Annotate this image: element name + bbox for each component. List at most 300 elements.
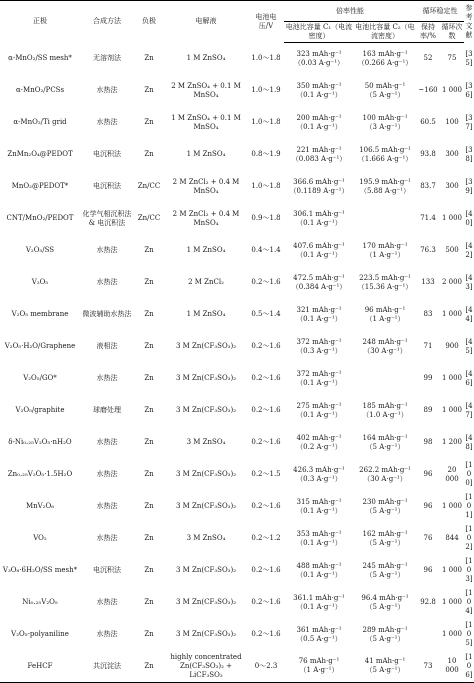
cell-capacity-c1 [284, 139, 354, 171]
cell-voltage: 1.0～1.8 [251, 182, 281, 190]
cell-anode: Zn [134, 651, 164, 683]
capacity-value: 353 mAh·g⁻¹ [296, 529, 342, 538]
cell-cathode: α-MnO₂/SS mesh* [8, 54, 72, 62]
header-retention: 保持率/% [416, 22, 440, 43]
current-density: （0.3 A·g⁻¹） [296, 474, 342, 483]
cell-voltage: 0.8～1.9 [251, 150, 281, 158]
cell-capacity-c2 [354, 555, 416, 587]
cell-electrolyte: 3 M Zn(CF₃SO₃)₂ [175, 598, 237, 606]
capacity-value: 472.5 mAh·g⁻¹ [293, 273, 345, 282]
table-row [0, 491, 474, 523]
cell-capacity-c2 [354, 267, 416, 299]
cell-anode: Zn [144, 502, 154, 510]
cell-voltage: 0.2～1.5 [251, 470, 281, 478]
table-row [0, 555, 474, 587]
table-header [0, 1, 474, 43]
cell-method: 水热法 [96, 246, 118, 254]
cell-method: 水热法 [96, 470, 118, 478]
header-cap2: 电池比容量 C₂（电流密度） [354, 22, 416, 43]
current-density: （0.1 A·g⁻¹） [296, 506, 342, 515]
cell-capacity-c2 [354, 491, 416, 523]
cell-anode: Zn [144, 630, 154, 638]
cell-ref: [38] [465, 145, 473, 163]
cell-method: 电沉积法 [93, 150, 121, 158]
cell-retention: 96 [423, 470, 433, 478]
cell-cathode: MnV₂O₆ [25, 502, 55, 510]
cell-method: 电沉积法 [93, 566, 121, 574]
cell-capacity-c1 [284, 459, 354, 491]
cell-voltage: 0.2～1.6 [251, 630, 281, 638]
cell-voltage: 0.9～1.8 [251, 214, 281, 222]
cell-cathode: ZnMn₂O₄@PEDOT [7, 150, 73, 158]
cell-electrolyte: 3 M Zn(CF₃SO₃)₂ [175, 566, 237, 574]
current-density: （1.0 A·g⁻¹） [362, 410, 408, 419]
current-density: （5 A·g⁻¹） [365, 442, 405, 451]
cell-electrolyte: 1 M ZnSO₄ [186, 150, 226, 158]
cell-ref: [102] [465, 525, 473, 551]
table-row [0, 523, 474, 555]
cell-ref: [48] [465, 433, 473, 451]
cell-method: 球磨处理 [93, 406, 121, 414]
current-density: （0.1 A·g⁻¹） [296, 378, 342, 387]
cell-cathode: V₂O₅/SS [25, 246, 55, 254]
cell-cycles: 844 [445, 534, 459, 542]
cell-retention: 92.8 [420, 598, 436, 606]
table-row [0, 619, 474, 651]
cell-cathode: α-MnO₂/Ti grid [13, 118, 67, 126]
capacity-value: 262.2 mAh·g⁻¹ [359, 465, 411, 474]
table-row [0, 299, 474, 331]
current-density: （5 A·g⁻¹） [365, 570, 405, 579]
cell-retention: 96 [423, 566, 433, 574]
cell-cycles: 2 000 [441, 278, 463, 286]
cell-voltage: 0.2～1.6 [251, 406, 281, 414]
current-density: （0.1 A·g⁻¹） [296, 410, 342, 419]
current-density: （0.266 A·g⁻¹） [357, 58, 413, 67]
cell-method: 液相法 [96, 342, 118, 350]
cell-method: 微波辅助水热法 [82, 310, 132, 318]
capacity-value: 245 mAh·g⁻¹ [362, 561, 408, 570]
cell-electrolyte: 3 M Zn(CF₃SO₃)₂ [175, 342, 237, 350]
table-row [0, 171, 474, 203]
capacity-value: 366.6 mAh·g⁻¹ [293, 177, 345, 186]
table-row [0, 43, 474, 75]
cell-capacity-c2 [354, 619, 416, 651]
current-density: （1 A·g⁻¹） [365, 314, 405, 323]
cell-cathode: V₂O₅-polyaniline [11, 630, 69, 638]
current-density: （0.5 A·g⁻¹） [296, 634, 342, 643]
table-row [0, 395, 474, 427]
cell-anode: Zn [144, 54, 154, 62]
current-density: （5 A·g⁻¹） [365, 634, 405, 643]
cell-electrolyte: 3 M Zn(CF₃SO₃)₂ [175, 470, 237, 478]
cell-cathode: VO₂ [33, 534, 47, 542]
cell-cycles: 900 [445, 342, 459, 350]
cell-electrolyte: 3 M ZnSO₄ [186, 438, 226, 446]
cell-capacity-c2 [354, 523, 416, 555]
capacity-value: 426.3 mAh·g⁻¹ [293, 465, 345, 474]
capacity-value: 170 mAh·g⁻¹ [362, 241, 408, 250]
cell-anode: Zn [144, 246, 154, 254]
header-voltage: 电池电压/V [248, 1, 284, 43]
table-row [0, 331, 474, 363]
capacity-value: 275 mAh·g⁻¹ [296, 401, 342, 410]
table-row [0, 139, 474, 171]
cell-cycles: 1 000 [441, 630, 463, 638]
cell-retention: 83.7 [420, 182, 436, 190]
cell-capacity-c2 [354, 587, 416, 619]
cell-voltage: 0.2～1.6 [251, 342, 281, 350]
cell-retention: 60.5 [420, 118, 436, 126]
cell-ref: [45] [465, 337, 473, 355]
cell-voltage: 1.0～1.8 [251, 54, 281, 62]
cell-capacity-c2 [354, 171, 416, 203]
cell-capacity-c1 [284, 203, 354, 235]
capacity-value: 96 mAh·g⁻¹ [364, 305, 406, 314]
current-density: （0.083 A·g⁻¹） [291, 154, 347, 163]
cell-cycles: 1 200 [441, 438, 463, 446]
capacity-value: 162 mAh·g⁻¹ [362, 529, 408, 538]
capacity-value: 315 mAh·g⁻¹ [296, 497, 342, 506]
current-density: （5 A·g⁻¹） [365, 666, 405, 675]
cell-capacity-c2 [354, 299, 416, 331]
current-density: （0.1189 A·g⁻¹） [289, 186, 349, 195]
cell-cathode: α-MnO₂/PCSs [15, 86, 65, 94]
cell-anode: Zn [144, 374, 154, 382]
cell-voltage: 1.0～1.8 [251, 118, 281, 126]
cell-method: 无溶剂法 [93, 54, 121, 62]
cell-cycles: 75 [447, 54, 457, 63]
capacity-value: 163 mAh·g⁻¹ [362, 49, 408, 58]
cell-cathode: V₂O₅/graphite [15, 406, 65, 414]
current-density: （1.666 A·g⁻¹） [357, 154, 413, 163]
cell-capacity-c1 [284, 235, 354, 267]
cell-voltage: 0.2～1.2 [251, 534, 281, 542]
capacity-value: 289 mAh·g⁻¹ [362, 625, 408, 634]
capacity-value: 350 mAh·g⁻¹ [296, 81, 342, 90]
cell-anode: Zn [144, 534, 154, 542]
current-density: （0.2 A·g⁻¹） [296, 442, 342, 451]
cell-capacity-c2 [354, 75, 416, 107]
current-density: （5.88 A·g⁻¹） [359, 186, 411, 195]
cell-capacity-c2 [354, 107, 416, 139]
table-body [0, 43, 474, 683]
cell-voltage: 0～2.3 [248, 651, 284, 683]
cell-anode: Zn [144, 150, 154, 158]
header-anode: 负极 [134, 1, 164, 43]
cell-capacity-c2 [354, 139, 416, 171]
cell-ref: [42] [465, 241, 473, 259]
table-row [0, 363, 474, 395]
cell-retention: 71.4 [420, 214, 436, 222]
capacity-value: 195.9 mAh·g⁻¹ [359, 177, 411, 186]
current-density: （0.1 A·g⁻¹） [296, 602, 342, 611]
cell-cycles: 1 000 [441, 406, 463, 414]
cell-electrolyte: 3 M Zn(CF₃SO₃)₂ [175, 406, 237, 414]
table-row [0, 267, 474, 299]
cell-electrolyte: 2 M ZnCl₂ [188, 278, 224, 286]
cell-electrolyte: 3 M Zn(CF₃SO₃)₂ [175, 630, 237, 638]
capacity-value: 321 mAh·g⁻¹ [296, 305, 342, 314]
cell-capacity-c2 [354, 459, 416, 491]
current-density: （0.1 A·g⁻¹） [296, 538, 342, 547]
cell-anode: Zn [144, 278, 154, 286]
cell-cycles: 1 000 [441, 86, 463, 94]
cell-ref: [37] [465, 113, 473, 131]
cell-retention: 73 [416, 651, 440, 683]
cell-cycles: 10 000 [440, 651, 464, 683]
cell-cycles: 1 000 [441, 502, 463, 510]
cell-cycles: 1 000 [441, 214, 463, 222]
table-row [0, 107, 474, 139]
header-rate-group: 倍率性能 [284, 1, 416, 22]
header-cap1: 电池比容量 C₁（电流密度） [284, 22, 354, 43]
cell-anode: Zn [144, 118, 154, 126]
current-density: （5 A·g⁻¹） [365, 538, 405, 547]
cell-voltage: 0.2～1.6 [251, 374, 281, 382]
cell-ref: [43] [465, 273, 473, 291]
cell-electrolyte: 3 M Zn(CF₃SO₃)₂ [175, 374, 237, 382]
cell-capacity-c2 [354, 235, 416, 267]
cell-voltage: 1.0～1.9 [251, 86, 281, 94]
cell-electrolyte: 2 M ZnCl₂ + 0.4 M MnSO₄ [172, 177, 240, 195]
current-density: （0.1 A·g⁻¹） [296, 570, 342, 579]
cell-cycles: 300 [445, 182, 459, 190]
table-row [0, 587, 474, 619]
capacity-value: 100 mAh·g⁻¹ [362, 113, 408, 122]
cell-voltage: 0.2～1.6 [251, 438, 281, 446]
cell-cycles: 20 000 [445, 465, 459, 483]
cell-ref: [105] [465, 621, 473, 647]
cell-retention [416, 619, 440, 651]
current-density: （1 A·g⁻¹） [365, 250, 405, 259]
capacity-value: 221 mAh·g⁻¹ [296, 145, 342, 154]
cell-capacity-c1 [284, 651, 354, 683]
capacity-value: 306.1 mAh·g⁻¹ [293, 209, 345, 218]
capacity-value: 361.1 mAh·g⁻¹ [293, 593, 345, 602]
cell-capacity-c1 [284, 267, 354, 299]
cell-ref: [35] [465, 49, 473, 67]
capacity-value: 41 mAh·g⁻¹ [364, 657, 406, 666]
cell-ref: [103] [465, 557, 473, 583]
capacity-value: 372 mAh·g⁻¹ [296, 337, 342, 346]
cell-capacity-c1 [284, 523, 354, 555]
cell-cathode: FeHCF [0, 651, 80, 683]
cell-method: 水热法 [96, 534, 118, 542]
cell-anode: Zn [144, 310, 154, 318]
cell-retention: 99 [423, 374, 433, 382]
capacity-value: 200 mAh·g⁻¹ [296, 113, 342, 122]
cell-method: 水热法 [96, 118, 118, 126]
cell-retention: 89 [423, 406, 433, 414]
capacity-value: 372 mAh·g⁻¹ [296, 369, 342, 378]
cell-cathode: V₂O₅·H₂O/Graphene [4, 342, 76, 350]
capacity-value: 248 mAh·g⁻¹ [362, 337, 408, 346]
cell-capacity-c1 [284, 427, 354, 459]
capacity-value: 361 mAh·g⁻¹ [296, 625, 342, 634]
cell-method: 水热法 [96, 278, 118, 286]
current-density: （30 A·g⁻¹） [363, 474, 407, 483]
cell-retention: 52 [423, 54, 433, 63]
current-density: （0.1 A·g⁻¹） [296, 122, 342, 131]
cell-method: 水热法 [96, 598, 118, 606]
cell-capacity-c1 [284, 171, 354, 203]
header-cycles: 循环次数 [440, 22, 464, 43]
header-cycle-group: 循环稳定性 [416, 1, 464, 22]
cell-electrolyte: 3 M Zn(CF₃SO₃)₂ [175, 502, 237, 510]
cell-anode: Zn [144, 86, 154, 94]
cell-cycles: 100 [445, 118, 459, 126]
table-row [0, 651, 474, 683]
cell-cathode: CNT/MnO₂/PEDOT [6, 214, 74, 222]
cell-capacity-c1 [284, 331, 354, 363]
current-density: （15.36 A·g⁻¹） [357, 282, 413, 291]
cell-retention: 98 [423, 438, 433, 446]
cell-retention: 93.8 [420, 150, 436, 158]
cell-capacity-c1 [284, 555, 354, 587]
capacity-value: 106.5 mAh·g⁻¹ [359, 145, 411, 154]
capacity-value: 164 mAh·g⁻¹ [362, 433, 408, 442]
cell-method: 共沉淀法 [80, 651, 134, 683]
cell-capacity-c2 [354, 651, 416, 683]
cell-ref: [47] [465, 401, 473, 419]
cell-method: 水热法 [96, 502, 118, 510]
capacity-value: 96.4 mAh·g⁻¹ [361, 593, 409, 602]
cell-capacity-c1 [284, 75, 354, 107]
cell-capacity-c2 [354, 331, 416, 363]
cell-voltage: 0.2～1.6 [251, 502, 281, 510]
cell-cathode: V₂O₅ membrane [11, 310, 69, 318]
cell-voltage: 0.2～1.6 [251, 278, 281, 286]
cell-ref: [39] [465, 177, 473, 195]
current-density: （0.03 A·g⁻¹） [293, 58, 345, 67]
table-row [0, 427, 474, 459]
current-density: （5 A·g⁻¹） [365, 506, 405, 515]
table-row [0, 459, 474, 491]
cell-electrolyte: 1 M ZnSO₄ + 0.1 M MnSO₄ [171, 113, 241, 131]
cell-electrolyte: 3 M ZnSO₄ [186, 534, 226, 542]
current-density: （5 A·g⁻¹） [365, 90, 405, 99]
cell-electrolyte: 2 M ZnCl₂ + 0.4 M MnSO₄ [172, 209, 240, 227]
cell-retention: 76 [423, 534, 433, 542]
cell-ref: [104] [465, 589, 473, 615]
cell-cathode: V₃O₈·6H₂O/SS mesh* [2, 566, 78, 574]
cell-electrolyte: 1 M ZnSO₄ [186, 246, 226, 254]
cell-electrolyte: 1 M ZnSO₄ [186, 54, 226, 62]
cell-ref: [44] [465, 305, 473, 323]
cell-capacity-c1 [284, 299, 354, 331]
cell-anode: Zn [144, 566, 154, 574]
cell-cycles: 1 000 [441, 310, 463, 318]
cell-cycles: 1 000 [441, 566, 463, 574]
cell-method: 电沉积法 [93, 182, 121, 190]
cell-cathode: MnO₂@PEDOT* [11, 182, 69, 190]
cell-capacity-c1 [284, 587, 354, 619]
cell-electrolyte: highly concentrated Zn(CF₃SO₃)₂ + LiCF₃SO₃ [164, 651, 248, 683]
current-density: （0.1 A·g⁻¹） [296, 250, 342, 259]
cell-cathode: δ-Ni₀.₂₅V₂O₅·nH₂O [8, 438, 72, 446]
header-ref: 参考文献 [464, 1, 474, 43]
capacity-value: 323 mAh·g⁻¹ [296, 49, 342, 58]
cell-capacity-c2 [354, 395, 416, 427]
cell-capacity-c2 [354, 203, 416, 235]
cell-capacity-c1 [284, 43, 354, 75]
current-density: （1 A·g⁻¹） [299, 666, 339, 675]
cell-capacity-c2 [354, 427, 416, 459]
cell-cathode: V₂O₅ [31, 278, 49, 286]
capacity-value: 50 mAh·g⁻¹ [364, 81, 406, 90]
cell-method: 水热法 [96, 86, 118, 94]
cell-cycles: 300 [445, 150, 459, 158]
cell-ref: [46] [465, 369, 473, 387]
cell-capacity-c1 [284, 619, 354, 651]
cell-capacity-c1 [284, 491, 354, 523]
header-method: 合成方法 [80, 1, 134, 43]
capacity-value: 185 mAh·g⁻¹ [362, 401, 408, 410]
current-density: （0.1 A·g⁻¹） [296, 218, 342, 227]
cell-ref: [101] [465, 493, 473, 519]
cell-retention: 133 [421, 278, 435, 286]
header-electrolyte: 电解液 [164, 1, 248, 43]
cell-capacity-c1 [284, 395, 354, 427]
capacity-value: 76 mAh·g⁻¹ [298, 657, 340, 666]
cell-anode: Zn/CC [137, 214, 161, 222]
cell-ref: [40] [465, 209, 473, 227]
cell-ref: [106] [464, 651, 474, 683]
cell-retention: ~160 [418, 86, 438, 94]
cell-method: 水热法 [96, 374, 118, 382]
cell-cathode: Zn₀.₂₅V₂O₅·1.5H₂O [7, 470, 73, 478]
cell-anode: Zn [144, 342, 154, 350]
cell-method: 水热法 [96, 630, 118, 638]
cell-retention: 83 [423, 310, 433, 318]
cell-capacity-c2 [354, 363, 416, 395]
cell-retention: 71 [423, 342, 433, 350]
current-density: （0.1 A·g⁻¹） [296, 90, 342, 99]
capacity-value: 230 mAh·g⁻¹ [362, 497, 408, 506]
cell-electrolyte: 1 M ZnSO₄ [186, 310, 226, 318]
current-density: （0.1 A·g⁻¹） [296, 314, 342, 323]
current-density: （30 A·g⁻¹） [363, 346, 407, 355]
capacity-value: 407.6 mAh·g⁻¹ [293, 241, 345, 250]
current-density: （0.384 A·g⁻¹） [291, 282, 347, 291]
cell-cycles: 500 [445, 246, 459, 254]
table-row [0, 203, 474, 235]
capacity-value: 402 mAh·g⁻¹ [296, 433, 342, 442]
cell-retention: 96 [423, 502, 433, 510]
cell-cathode: V₂O₅/GO* [23, 374, 57, 382]
table-row [0, 235, 474, 267]
table-row [0, 75, 474, 107]
cell-capacity-c2 [354, 43, 416, 75]
cell-anode: Zn [144, 438, 154, 446]
current-density: （5 A·g⁻¹） [365, 602, 405, 611]
cell-capacity-c1 [284, 363, 354, 395]
cell-ref: [36] [465, 81, 473, 99]
cell-anode: Zn [144, 598, 154, 606]
capacity-value: 223.5 mAh·g⁻¹ [359, 273, 411, 282]
cell-method: 水热法 [96, 438, 118, 446]
cell-anode: Zn/CC [137, 182, 161, 190]
current-density: （0.3 A·g⁻¹） [296, 346, 342, 355]
cell-electrolyte: 2 M ZnSO₄ + 0.1 M MnSO₄ [171, 81, 241, 99]
cell-cycles: 1 000 [441, 374, 463, 382]
cell-cycles: 1 000 [441, 598, 463, 606]
cell-ref: [100] [465, 461, 473, 487]
cell-voltage: 0.2～1.6 [251, 598, 281, 606]
header-cathode: 正极 [0, 1, 80, 43]
cell-method: 化学气相沉积法 & 电沉积法 [82, 209, 132, 227]
